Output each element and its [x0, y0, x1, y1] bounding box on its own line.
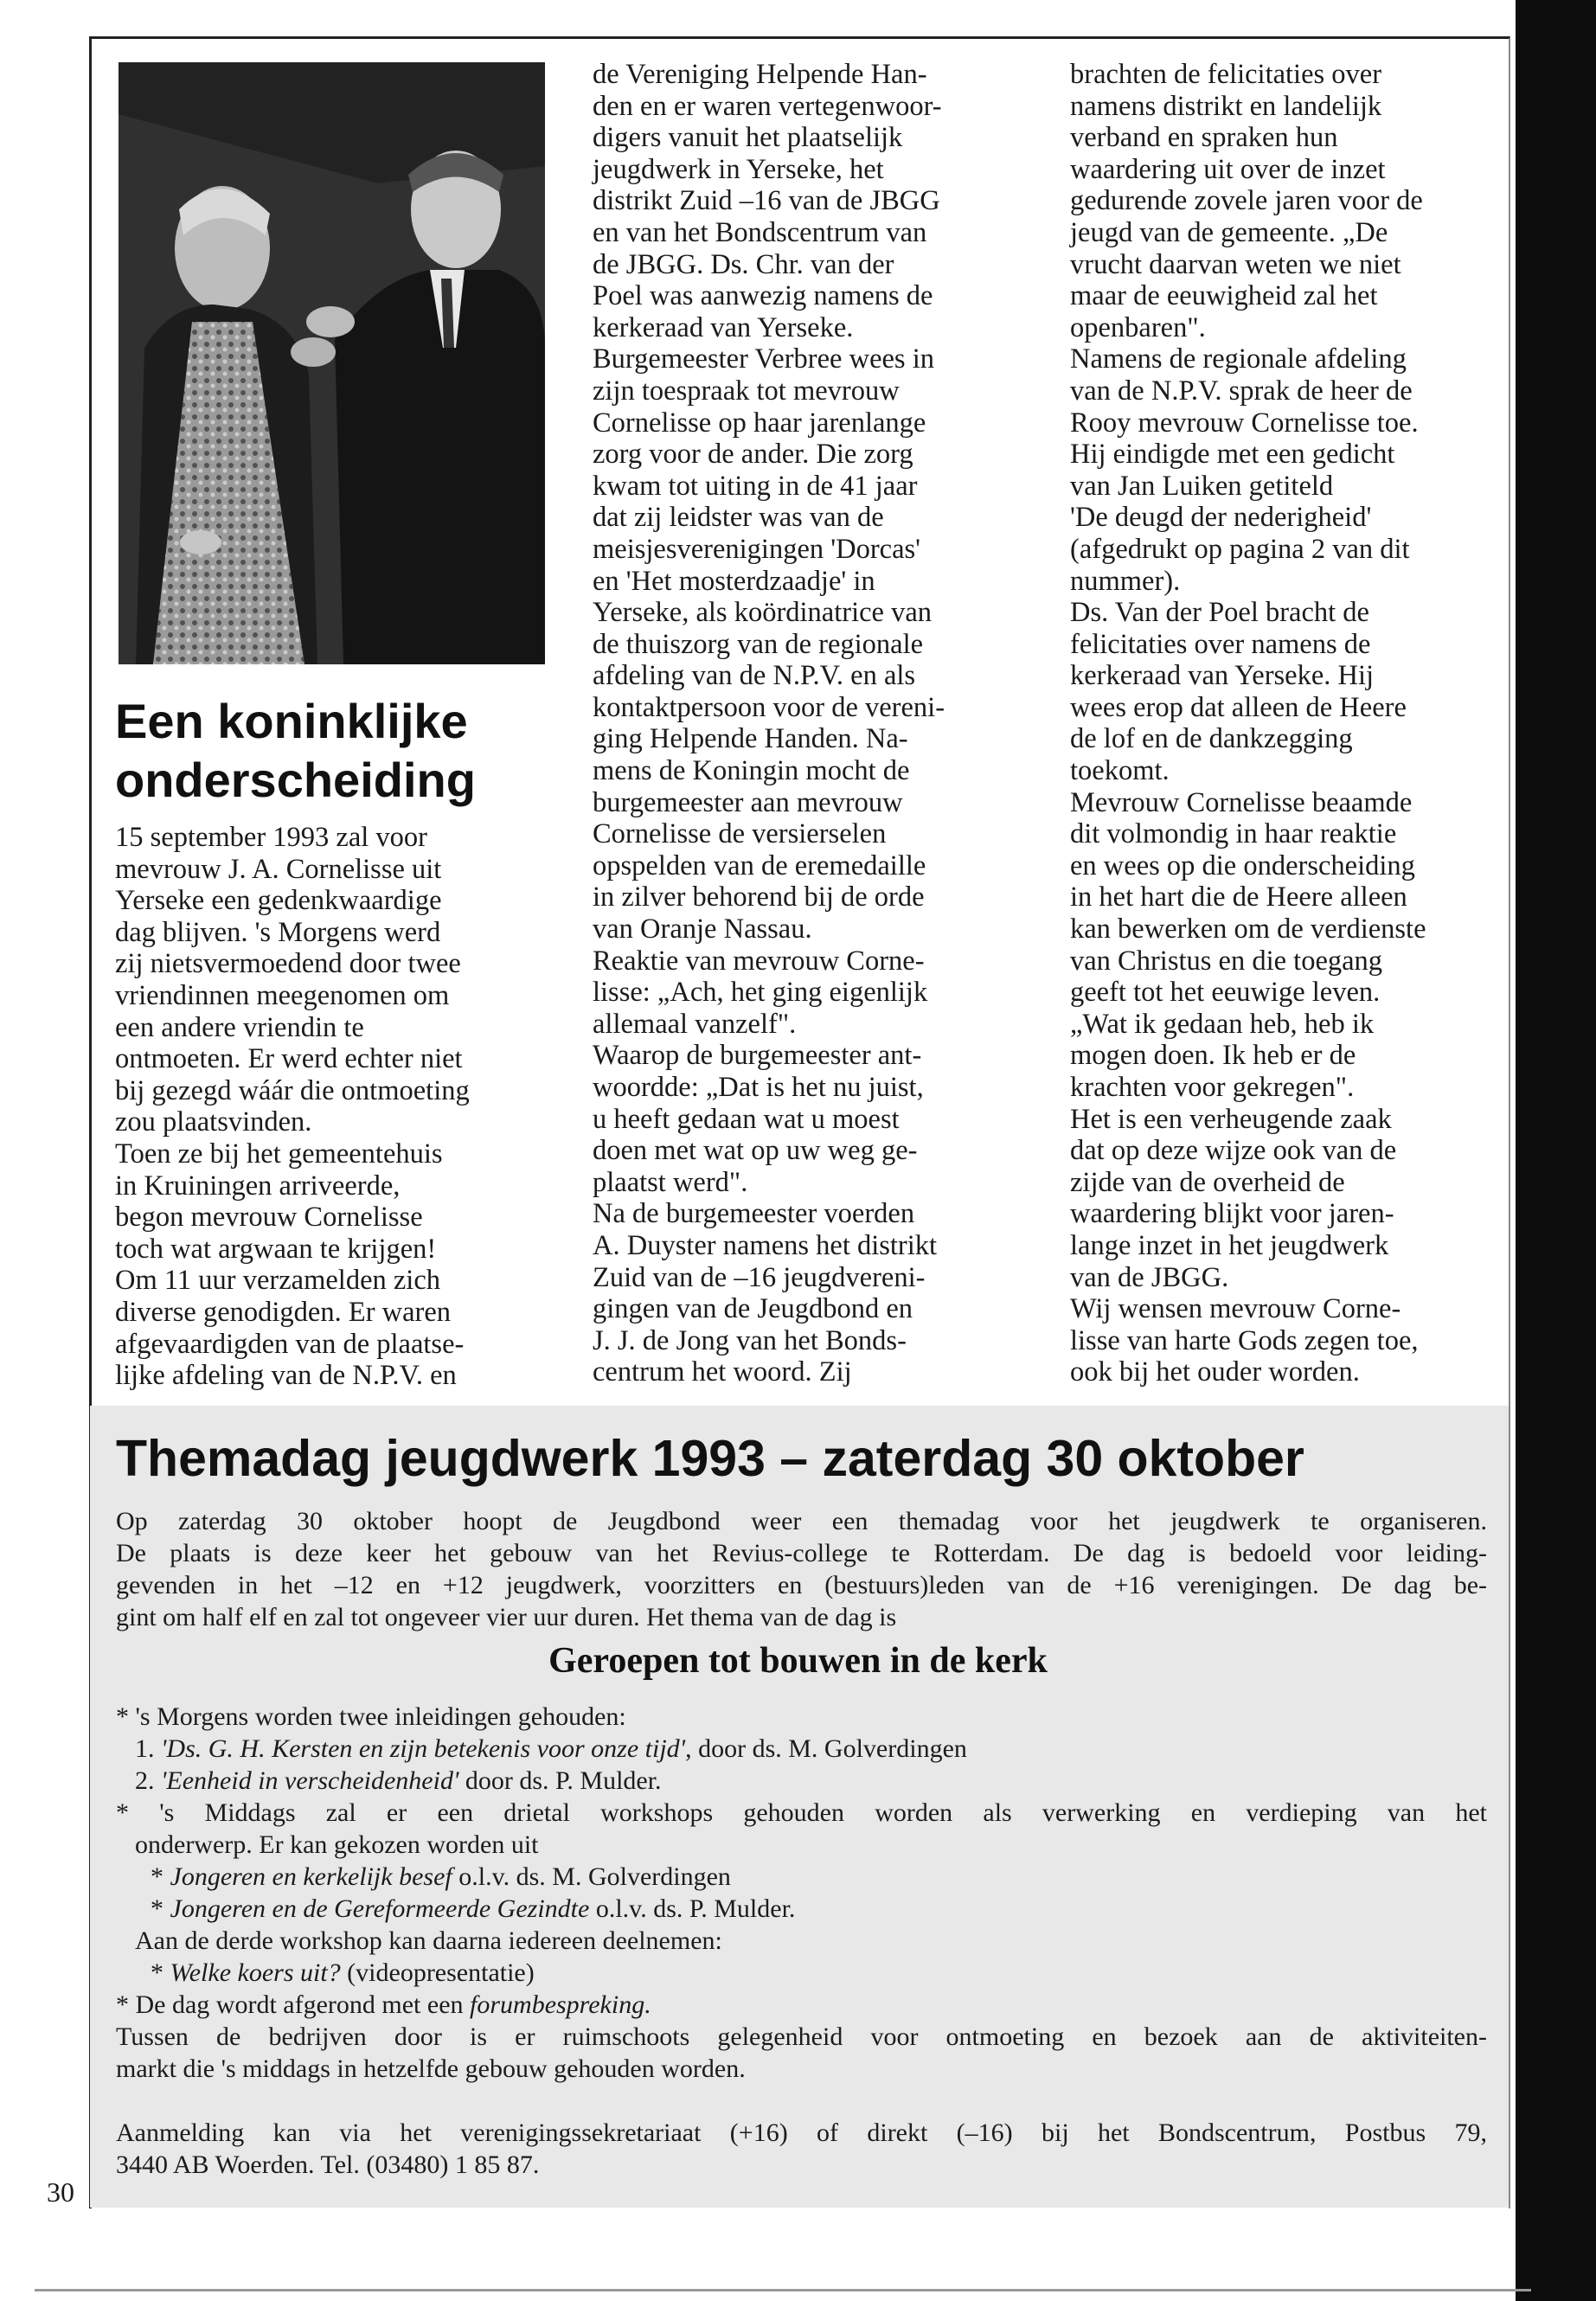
workshop-1 [116, 1861, 1500, 1893]
talk-2-number: 2. [135, 1766, 155, 1795]
text-line: een andere vriendin te [115, 1011, 364, 1043]
text-line: Cornelisse op haar jarenlange [593, 407, 926, 439]
headline-line-1: Een koninklijke [115, 694, 468, 748]
text-line: zou plaatsvinden. [115, 1106, 312, 1138]
text-line: en van het Bondscentrum van [593, 216, 927, 248]
text-line: plaatst werd". [593, 1166, 748, 1198]
text-line: ook bij het ouder worden. [1070, 1356, 1360, 1388]
text-line: kerkeraad van Yerseke. Hij [1070, 660, 1375, 692]
text-line: doen met wat op uw weg ge- [593, 1135, 918, 1167]
text-line: van de JBGG. [1070, 1261, 1229, 1293]
text-line: Op zaterdag 30 oktober hoopt de Jeugdbond weer een themadag voor het jeugdwerk te organiseren. [116, 1507, 1487, 1535]
talk-1-number: 1. [135, 1734, 155, 1763]
text-line: lisse: „Ach, het ging eigenlijk [593, 977, 928, 1009]
text-line: openbaren". [1070, 311, 1206, 343]
text-line: allemaal vanzelf". [593, 1008, 797, 1040]
text-line: kwam tot uiting in de 41 jaar [593, 470, 918, 502]
text-line: jeugd van de gemeente. „De [1070, 216, 1388, 248]
article-photo [119, 62, 545, 664]
text-line: meisjesverenigingen 'Dorcas' [593, 533, 921, 565]
text-line: 15 september 1993 zal voor [115, 822, 428, 853]
headline-line-2: onderscheiding [115, 753, 476, 807]
text-line: Reaktie van mevrouw Corne- [593, 945, 925, 977]
page-number: 30 [47, 2176, 74, 2208]
article-column-2 [593, 59, 1016, 1388]
text-line: lange inzet in het jeugdwerk [1070, 1229, 1389, 1261]
text-line: 'De deugd der nederigheid' [1070, 502, 1372, 534]
text-line: lijke afdeling van de N.P.V. en [115, 1360, 457, 1392]
text-line: en 'Het mosterdzaadje' in [593, 565, 875, 597]
text-line: wees erop dat alleen de Heere [1070, 691, 1407, 723]
text-line: zijde van de overheid de [1070, 1166, 1345, 1198]
text-line: Yerseke een gedenkwaardige [115, 885, 442, 917]
text-line: bij gezegd wáár die ontmoeting [115, 1074, 470, 1106]
text-line: burgemeester aan mevrouw [593, 786, 903, 818]
text-line: Ds. Van der Poel bracht de [1070, 597, 1369, 629]
registration-info [116, 2117, 1491, 2181]
text-line: en wees op die onderscheiding [1070, 849, 1415, 881]
text-line: diverse genodigden. Er waren [115, 1296, 452, 1328]
text-line: Cornelisse de versierselen [593, 818, 887, 850]
theme-title: Geroepen tot bouwen in de kerk [548, 1641, 1048, 1681]
announcement-title: Themadag jeugdwerk 1993 – zaterdag 30 oktober [116, 1430, 1304, 1487]
text-line: A. Duyster namens het distrikt [593, 1229, 938, 1261]
text-line: toekomt. [1070, 755, 1170, 787]
text-line: woordde: „Dat is het nu juist, [593, 1072, 924, 1103]
text-line: in zilver behorend bij de orde [593, 881, 925, 913]
text-line: dat op deze wijze ook van de [1070, 1135, 1397, 1167]
text-line: gevenden in het –12 en +12 jeugdwerk, voorzitters en (bestuurs)leden van de +16 verenigingen. De dag be- [116, 1571, 1487, 1599]
text-line: ontmoeten. Er werd echter niet [115, 1043, 463, 1075]
article-column-1 [115, 822, 548, 1392]
text-line: felicitaties over namens de [1070, 628, 1371, 660]
workshop-2-title: Jongeren en de Gereformeerde Gezindte [170, 1894, 590, 1923]
program-list [116, 1701, 1500, 2085]
text-line: De plaats is deze keer het gebouw van het Revius-college te Rotterdam. De dag is bedoeld voor leiding- [116, 1539, 1487, 1567]
text-line: afdeling van de N.P.V. en als [593, 660, 916, 692]
talk-1-speaker: , door ds. M. Golverdingen [685, 1734, 967, 1763]
registration-line-1: Aanmelding kan via het verenigingssekretariaat (+16) of direkt (–16) bij het Bondscentrum, Postbus 79, [116, 2118, 1487, 2147]
bottom-edge-line [35, 2289, 1531, 2291]
workshop-3-bullet: * [151, 1958, 170, 1987]
text-line: krachten voor gekregen". [1070, 1072, 1355, 1103]
text-line: toch wat argwaan te krijgen! [115, 1233, 437, 1265]
text-line: J. J. de Jong van het Bonds- [593, 1324, 907, 1356]
text-line: van de N.P.V. sprak de heer de [1070, 375, 1413, 407]
market-line-1: Tussen de bedrijven door is er ruimschoots gelegenheid voor ontmoeting en bezoek aan de aktiviteiten- [116, 2022, 1487, 2051]
text-line: Burgemeester Verbree wees in [593, 343, 934, 375]
text-line: Wij wensen mevrouw Corne- [1070, 1293, 1401, 1325]
text-line: Yerseke, als koördinatrice van [593, 597, 932, 629]
text-line: lisse van harte Gods zegen toe, [1070, 1324, 1419, 1356]
workshop-1-leader: o.l.v. ds. M. Golverdingen [452, 1862, 731, 1891]
text-line: opspelden van de eremedaille [593, 849, 926, 881]
text-line: jeugdwerk in Yerseke, het [593, 153, 884, 185]
text-line: in het hart die de Heere alleen [1070, 881, 1407, 913]
text-line: u heeft gedaan wat u moest [593, 1103, 900, 1135]
afternoon-line-2: onderwerp. Er kan gekozen worden uit [135, 1830, 539, 1859]
text-line: dat zij leidster was van de [593, 502, 884, 534]
text-line: waardering blijkt voor jaren- [1070, 1198, 1394, 1230]
text-line: mogen doen. Ik heb er de [1070, 1040, 1356, 1072]
text-line: Hij eindigde met een gedicht [1070, 439, 1395, 471]
closing-line [116, 1989, 1500, 2021]
talk-2 [116, 1765, 1500, 1797]
talk-1 [116, 1733, 1500, 1765]
text-line: de JBGG. Ds. Chr. van der [593, 248, 894, 280]
text-line: gingen van de Jeugdbond en [593, 1293, 913, 1325]
text-line: Na de burgemeester voerden [593, 1198, 915, 1230]
text-line: afgevaardigden van de plaatse- [115, 1328, 465, 1360]
text-line: Mevrouw Cornelisse beaamde [1070, 786, 1413, 818]
text-line: Toen ze bij het gemeentehuis [115, 1138, 443, 1170]
text-line: „Wat ik gedaan heb, heb ik [1070, 1008, 1375, 1040]
text-line: geeft tot het eeuwige leven. [1070, 977, 1381, 1009]
workshop-2-leader: o.l.v. ds. P. Mulder. [589, 1894, 796, 1923]
text-line: de lof en de dankzegging [1070, 723, 1353, 755]
text-line: den en er waren vertegenwoor- [593, 90, 942, 122]
text-line: digers vanuit het plaatselijk [593, 122, 903, 154]
text-line: Het is een verheugende zaak [1070, 1103, 1392, 1135]
text-line: kerkeraad van Yerseke. [593, 311, 854, 343]
page-edge-shadow [1516, 0, 1596, 2301]
text-line: (afgedrukt op pagina 2 van dit [1070, 533, 1410, 565]
text-line: brachten de felicitaties over [1070, 59, 1382, 90]
registration-line-2: 3440 AB Woerden. Tel. (03480) 1 85 87. [116, 2150, 540, 2179]
text-line: ging Helpende Handen. Na- [593, 723, 908, 755]
text-line: Poel was aanwezig namens de [593, 280, 933, 312]
text-line: Zuid van de –16 jeugdvereni- [593, 1261, 926, 1293]
workshop-3-title: Welke koers uit? [170, 1958, 341, 1987]
text-line: kontaktpersoon voor de vereni- [593, 691, 945, 723]
article-headline [115, 692, 565, 810]
text-line: nummer). [1070, 565, 1181, 597]
text-line: vriendinnen meegenomen om [115, 979, 450, 1011]
workshop-1-bullet: * [151, 1862, 170, 1891]
text-line: mens de Koningin mocht de [593, 755, 910, 787]
text-line: de Vereniging Helpende Han- [593, 59, 927, 90]
text-line: dit volmondig in haar reaktie [1070, 818, 1397, 850]
text-line: van Jan Luiken getiteld [1070, 470, 1334, 502]
workshop-3-note: (videopresentatie) [340, 1958, 535, 1987]
third-workshop-intro: Aan de derde workshop kan daarna iedereen deelnemen: [135, 1926, 722, 1955]
text-line: gint om half elf en zal tot ongeveer vier uur duren. Het thema van de dag is [116, 1603, 897, 1631]
text-line: namens distrikt en landelijk [1070, 90, 1382, 122]
text-line: dag blijven. 's Morgens werd [115, 916, 441, 948]
talk-2-speaker: door ds. P. Mulder. [458, 1766, 662, 1795]
market-line-2: markt die 's middags in hetzelfde gebouw gehouden worden. [116, 2054, 746, 2083]
text-line: mevrouw J. A. Cornelisse uit [115, 853, 442, 885]
text-line: van Christus en die toegang [1070, 945, 1383, 977]
text-line: maar de eeuwigheid zal het [1070, 280, 1378, 312]
article-column-3 [1070, 59, 1503, 1388]
text-line: vrucht daarvan weten we niet [1070, 248, 1401, 280]
text-line: Waarop de burgemeester ant- [593, 1040, 922, 1072]
closing-title: forumbespreking. [470, 1990, 651, 2019]
text-line: zij nietsvermoedend door twee [115, 948, 461, 980]
talk-1-title: 'Ds. G. H. Kersten en zijn betekenis voor onze tijd' [161, 1734, 686, 1763]
text-line: Rooy mevrouw Cornelisse toe. [1070, 407, 1419, 439]
text-line: centrum het woord. Zij [593, 1356, 852, 1388]
text-line: de thuiszorg van de regionale [593, 628, 924, 660]
text-line: in Kruiningen arriveerde, [115, 1170, 401, 1202]
workshop-1-title: Jongeren en kerkelijk besef [170, 1862, 452, 1891]
workshop-2-bullet: * [151, 1894, 170, 1923]
text-line: waardering uit over de inzet [1070, 153, 1386, 185]
text-line: zijn toespraak tot mevrouw [593, 375, 900, 407]
text-line: begon mevrouw Cornelisse [115, 1202, 423, 1234]
talk-2-title: 'Eenheid in verscheidenheid' [161, 1766, 459, 1795]
text-line: van Oranje Nassau. [593, 913, 812, 945]
afternoon-line-1: * 's Middags zal er een drietal workshops gehouden worden als verwerking en verdieping van het [116, 1798, 1487, 1827]
text-line: gedurende zovele jaren voor de [1070, 185, 1423, 217]
closing-prefix: * De dag wordt afgerond met een [116, 1990, 471, 2019]
text-line: zorg voor de ander. Die zorg [593, 439, 913, 471]
text-line: kan bewerken om de verdienste [1070, 913, 1426, 945]
announcement-intro [116, 1505, 1487, 1633]
workshop-2 [116, 1893, 1500, 1925]
workshop-3 [116, 1957, 1500, 1989]
text-line: distrikt Zuid –16 van de JBGG [593, 185, 940, 217]
morning-intro: * 's Morgens worden twee inleidingen gehouden: [116, 1702, 626, 1731]
text-line: verband en spraken hun [1070, 122, 1338, 154]
text-line: Namens de regionale afdeling [1070, 343, 1407, 375]
text-line: Om 11 uur verzamelden zich [115, 1265, 441, 1297]
